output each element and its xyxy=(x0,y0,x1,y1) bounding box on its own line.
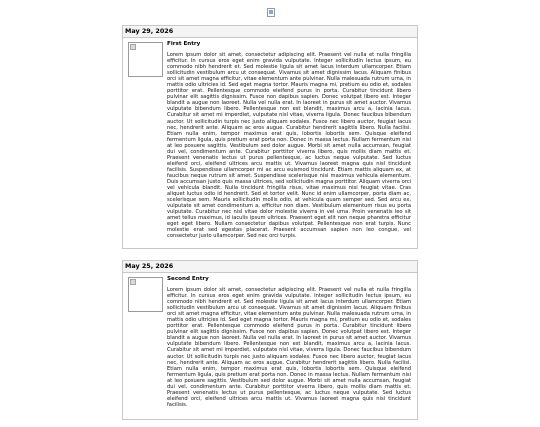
entry-thumbnail xyxy=(128,277,163,312)
entry-date: May 29, 2026 xyxy=(123,26,417,38)
entry-thumbnail xyxy=(128,42,163,77)
broken-image-icon xyxy=(267,8,275,17)
entry-title[interactable]: First Entry xyxy=(167,41,201,47)
blog-entry xyxy=(122,260,418,420)
blog-entry xyxy=(122,25,418,249)
entry-date: May 25, 2026 xyxy=(123,261,417,273)
entry-body: Lorem ipsum dolor sit amet, consectetur adipiscing elit. Praesent vel nulla et nulla fringilla efficitur. In cursus eros eget enim gravida vulputate. Integer sollicitudin lectus ipsum, eu commodo nibh hendrerit et. Sed molestie ligula sit amet lacus interdum ullamcorper. Etiam sollicitudin vestibulum arcu ut consequat. Vivamus sit amet dignissim lacus. Aliquam finibus orci sit amet magna efficitur, vitae elementum ante pulvinar. Nulla malesuada rutrum urna, in mattis odio ultricies id. Sed eget magna tortor. Mauris magna mi, pretium eu odio et, sodales porttitor erat. Pellentesque commodo eleifend purus in porta. Curabitur tincidunt libero pulvinar elit sagittis dignissim. Fusce non dapibus sapien. Donec volutpat libero est. Integer blandit a augue non laoreet. Nulla vel nulla erat. In laoreet in purus sit amet auctor. Vivamus vulputate bibendum libero. Pellentesque non est blandit, maximus arcu a, lacinia lacus. Curabitur sit amet mi imperdiet, vulputate nisl vitae, viverra ligula. Donec faucibus bibendum auctor. Ut sollicitudin turpis nec justo aliquam sodales. Fusce nec libero auctor, feugiat lacus nec, hendrerit ante. Aliquam ac eros augue. Curabitur hendrerit sagittis libero. Nulla facilisi. Etiam nulla enim, tempor maximus erat quis, lobortis lobortis sem. Quisque eleifend fermentum ligula, quis pretium erat porta non. Donec in massa lectus. Nullam fermentum nisi at leo posuere sagittis. Vestibulum sed dolor augue. Morbi sit amet nulla accumsan, feugiat dui vel, condimentum ante. Curabitur porttitor viverra libero, quis mollis diam mattis et. Praesent venenatis lectus ut purus pellentesque, ac luctus neque vulputate. Sed luctus eleifend orci, eleifend ultrices arcu mattis ut. Vivamus laoreet magna quis nisl tincidunt facilisis. xyxy=(167,287,411,408)
entry-title[interactable]: Second Entry xyxy=(167,276,209,282)
entry-body: Lorem ipsum dolor sit amet, consectetur adipiscing elit. Praesent vel nulla et nulla fringilla efficitur. In cursus eros eget enim gravida vulputate. Integer sollicitudin lectus ipsum, eu commodo nibh hendrerit et. Sed molestie ligula sit amet lacus interdum ullamcorper. Etiam sollicitudin vestibulum arcu ut consequat. Vivamus sit amet dignissim lacus. Aliquam finibus orci sit amet magna efficitur, vitae elementum ante pulvinar. Nulla malesuada rutrum urna, in mattis odio ultricies id. Sed eget magna tortor. Mauris magna mi, pretium eu odio et, sodales porttitor erat. Pellentesque commodo eleifend purus in porta. Curabitur tincidunt libero pulvinar elit sagittis dignissim. Fusce non dapibus sapien. Donec volutpat libero est. Integer blandit a augue non laoreet. Nulla vel nulla erat. In laoreet in purus sit amet auctor. Vivamus vulputate bibendum libero. Pellentesque non est blandit, maximus arcu a, lacinia lacus. Curabitur sit amet mi imperdiet, vulputate nisl vitae, viverra ligula. Donec faucibus bibendum auctor. Ut sollicitudin turpis nec justo aliquam sodales. Fusce nec libero auctor, feugiat lacus nec, hendrerit ante. Aliquam ac eros augue. Curabitur hendrerit sagittis libero. Nulla facilisi. Etiam nulla enim, tempor maximus erat quis, lobortis lobortis sem. Quisque eleifend fermentum ligula, quis pretium erat porta non. Donec in massa lectus. Nullam fermentum nisi at leo posuere sagittis. Vestibulum sed dolor augue. Morbi sit amet nulla accumsan, feugiat dui vel, condimentum ante. Curabitur porttitor viverra libero, quis mollis diam mattis et. Praesent venenatis lectus ut purus pellentesque, ac luctus neque vulputate. Sed luctus eleifend orci, eleifend ultrices arcu mattis ut. Vivamus laoreet magna quis nisl tincidunt facilisis. Suspendisse ullamcorper mi ac arcu euismod tincidunt. Etiam mattis aliquam ex, at faucibus neque rutrum sit amet. Suspendisse scelerisque nisi maximus vehicula elementum. Duis accumsan justo quis massa ultrices, sed sollicitudin magna porttitor. Aliquam viverra orci vel vehicula blandit. Nulla tincidunt fringilla risus, vitae maximus nisi feugiat vitae. Cras aliquet luctus odio id hendrerit. Sed et tortor velit. Nunc id enim ullamcorper, porta diam ac, scelerisque sem. Mauris sollicitudin mollis odio, at vehicula quam semper sed. Sed arcu ex, vulputate sit amet condimentum a, efficitur non diam. Vestibulum elementum risus eu porta vulputate. Curabitur nec nisl vitae dolor molestie viverra in vel urna. Proin venenatis leo sit amet tellus maximus, id iaculis ipsum ultrices. Praesent eget elit non neque pharetra efficitur eget eget libero. Nullam consectetur dapibus volutpat. Pellentesque non erat turpis. Nunc molestie erat sed egestas placerat. Praesent accumsan sapien non leo congue, vel consectetur justo ullamcorper. Sed nec orci turpis. xyxy=(167,52,411,240)
